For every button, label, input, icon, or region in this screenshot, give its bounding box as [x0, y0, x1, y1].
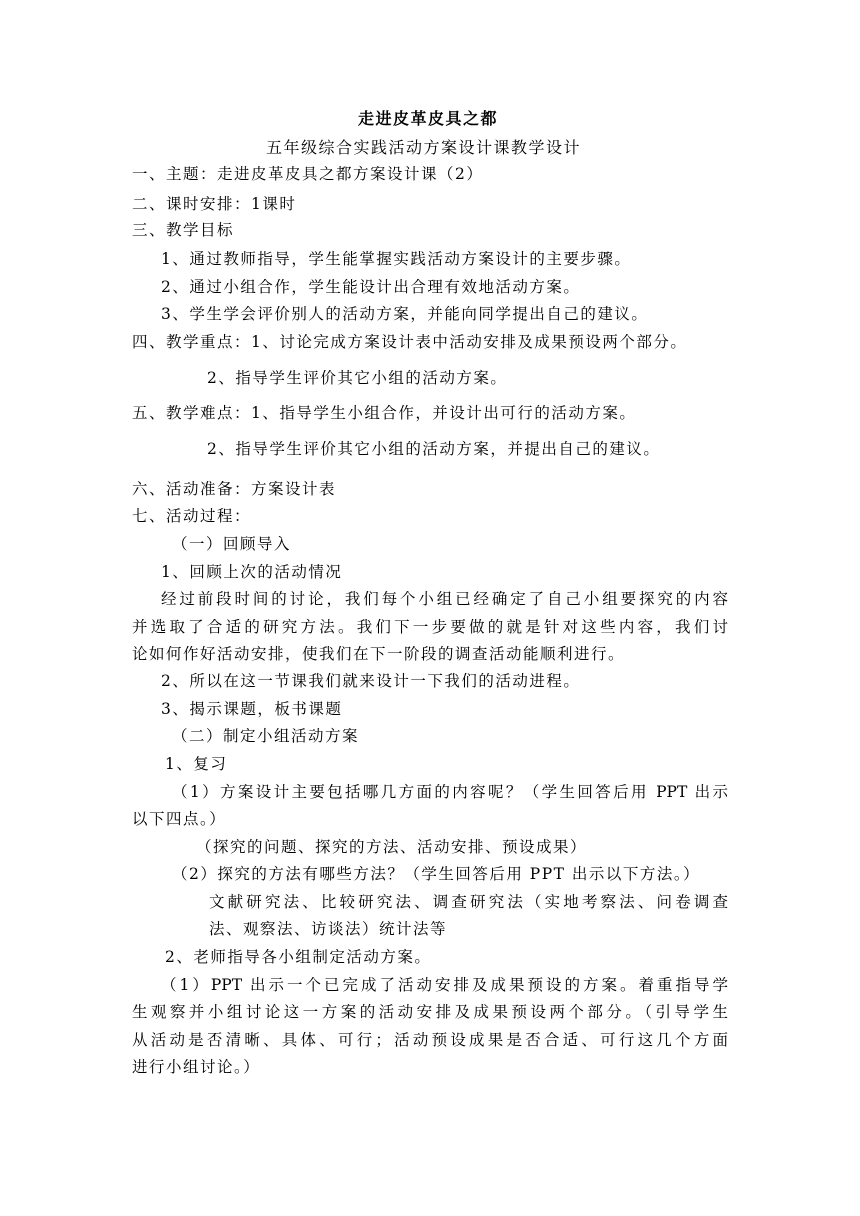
paragraph-line: 以下四点。）	[132, 810, 227, 828]
step-item: 2、老师指导各小组制定活动方案。	[165, 948, 432, 966]
subsection-heading: （二）制定小组活动方案	[172, 727, 360, 745]
paragraph-line: 文献研究法、比较研究法、调查研究法（实地考察法、问卷调查	[209, 893, 728, 911]
paragraph-line: 法、观察法、访谈法）统计法等	[209, 920, 448, 938]
section-heading-key-points: 四、教学重点：1、讨论完成方案设计表中活动安排及成果预设两个部分。	[132, 333, 688, 351]
subsection-heading: （一）回顾导入	[172, 535, 292, 553]
paragraph-line: （1）PPT 出示一个已完成了活动安排及成果预设的方案。着重指导学	[161, 976, 728, 994]
paragraph-line: 进行小组讨论。）	[132, 1058, 261, 1076]
paragraph-line: （1）方案设计主要包括哪几方面的内容呢？（学生回答后用 PPT 出示	[172, 783, 728, 801]
step-item: 1、复习	[165, 755, 228, 773]
paragraph-line: 从活动是否清晰、具体、可行；活动预设成果是否合适、可行这几个方面	[132, 1031, 728, 1049]
goal-item: 1、通过教师指导，学生能掌握实践活动方案设计的主要步骤。	[161, 250, 632, 268]
section-heading-process: 七、活动过程：	[132, 507, 252, 525]
paragraph-line: 生观察并小组讨论这一方案的活动安排及成果预设两个部分。（引导学生	[132, 1003, 728, 1021]
goal-item: 3、学生学会评价别人的活动方案，并能向同学提出自己的建议。	[161, 305, 649, 323]
paragraph-line: 并选取了合适的研究方法。我们下一步要做的就是针对这些内容，我们讨	[132, 618, 728, 636]
document-subtitle: 五年级综合实践活动方案设计课教学设计	[266, 138, 582, 157]
paragraph-line: 经过前段时间的讨论，我们每个小组已经确定了自己小组要探究的内容	[161, 590, 728, 608]
section-heading-topic: 一、主题：走进皮革皮具之都方案设计课（2）	[132, 165, 484, 183]
section-heading-difficulties: 五、教学难点：1、指导学生小组合作，并设计出可行的活动方案。	[132, 404, 637, 422]
paragraph-line: （2）探究的方法有哪些方法？（学生回答后用 PPT 出示以下方法。）	[172, 865, 701, 883]
section-heading-schedule: 二、课时安排：1课时	[132, 195, 297, 213]
difficulty-item: 2、指导学生评价其它小组的活动方案，并提出自己的建议。	[207, 440, 661, 458]
key-point-item: 2、指导学生评价其它小组的活动方案。	[207, 369, 508, 387]
paragraph-line: 论如何作好活动安排，使我们在下一阶段的调查活动能顺利进行。	[132, 645, 626, 663]
paragraph-line: （探究的问题、探究的方法、活动安排、预设成果）	[196, 838, 588, 856]
step-item: 2、所以在这一节课我们就来设计一下我们的活动进程。	[161, 672, 581, 690]
section-heading-preparation: 六、活动准备：方案设计表	[132, 480, 337, 498]
step-item: 3、揭示课题，板书课题	[161, 700, 343, 718]
section-heading-goals: 三、教学目标	[132, 221, 235, 239]
document-title: 走进皮革皮具之都	[358, 109, 499, 128]
step-item: 1、回顾上次的活动情况	[161, 563, 343, 581]
goal-item: 2、通过小组合作，学生能设计出合理有效地活动方案。	[161, 278, 581, 296]
